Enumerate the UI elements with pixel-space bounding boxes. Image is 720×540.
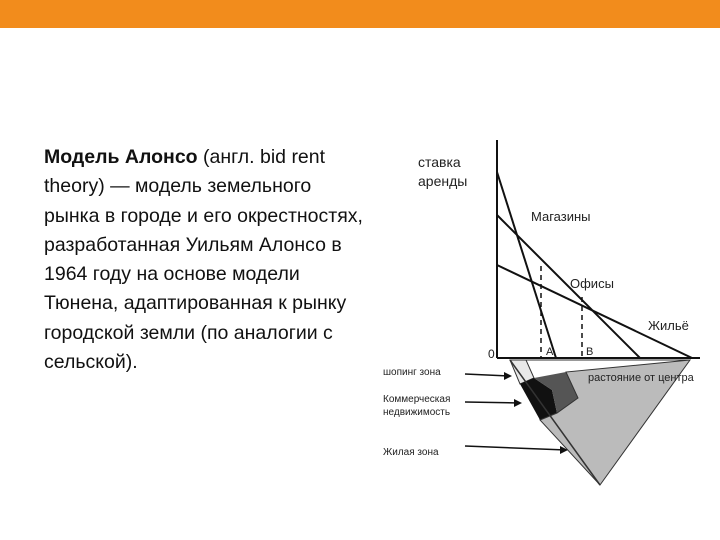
label-housing: Жильё [648, 318, 689, 333]
arrowhead-zone-2 [514, 399, 522, 407]
point-a-label: A [546, 346, 554, 358]
arrow-zone-2 [465, 402, 520, 403]
zone-label-commercial-line2: недвижимость [383, 407, 451, 418]
arrow-zone-3 [465, 446, 566, 450]
model-description: (англ. bid rent theory) — модель земельного рынка в городе и его окрестностях, разработанная Уильям Алонсо в 1964 году на основе модели Тюнена, адаптированная к рынку городской земли (по аналогии с сельской). [44, 146, 363, 374]
origin-label: 0 [488, 347, 495, 361]
label-shops: Магазины [531, 209, 591, 224]
label-offices: Офисы [570, 276, 614, 291]
arrowhead-zone-1 [504, 372, 512, 380]
accent-bar-fill [0, 0, 720, 28]
model-title: Модель Алонсо [44, 146, 198, 168]
curve-offices [497, 215, 640, 358]
zone-label-commercial-line1: Коммерческая [383, 394, 451, 405]
y-axis-label-line1: ставка [418, 154, 461, 170]
point-b-label: B [586, 346, 594, 358]
bid-rent-diagram [370, 135, 700, 495]
arrow-zone-1 [465, 374, 510, 376]
x-axis-label: растояние от центра [588, 372, 694, 384]
top-accent-bar [0, 0, 720, 28]
zone-label-residential: Жилая зона [383, 447, 439, 458]
y-axis-label-line2: аренды [418, 173, 468, 189]
zone-label-shopping: шопинг зона [383, 367, 441, 378]
description-text [44, 143, 364, 377]
